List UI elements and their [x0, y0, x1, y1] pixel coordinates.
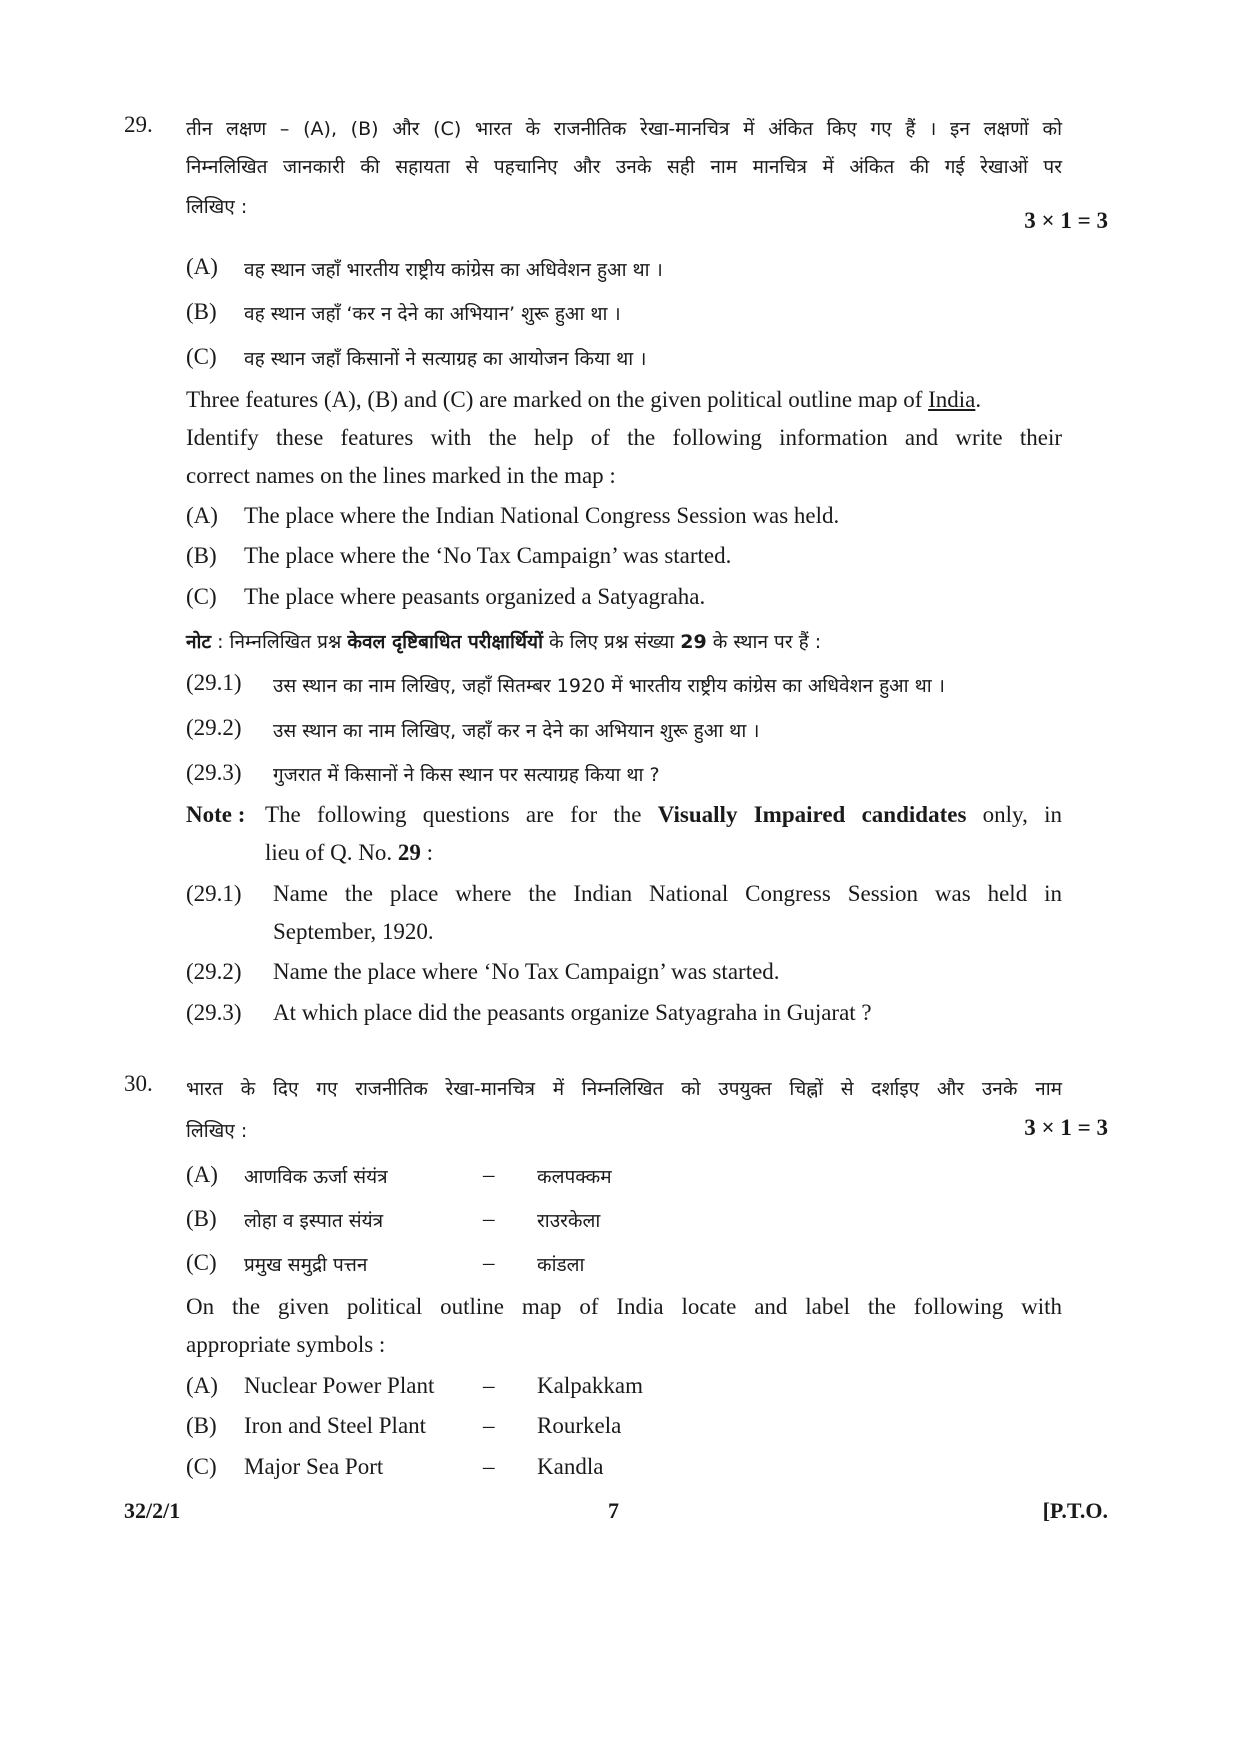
q29-english-item-a-label: (A)	[186, 503, 218, 528]
english-note-bold: Visually Impaired candidates	[657, 802, 967, 827]
q29-vi-hindi-3: गुजरात में किसानों ने किस स्थान पर सत्याग्रह किया था ?	[273, 764, 660, 786]
hindi-note-text-2: के लिए प्रश्न संख्या	[543, 631, 681, 653]
hindi-note-text-3: के स्थान पर हैं :	[706, 631, 822, 653]
q30-english-c-label: (C)	[186, 1454, 217, 1479]
q29-english-intro-line-3: correct names on the lines marked in the map :	[186, 463, 616, 488]
q29-hindi-intro-line-1: तीन लक्षण – (A), (B) और (C) भारत के राजनीतिक रेखा-मानचित्र में अंकित किए गए हैं । इन लक्षणों को	[186, 118, 1062, 140]
q30-english-c-place: Kandla	[537, 1454, 604, 1479]
q30-hindi-a-label: (A)	[186, 1162, 218, 1187]
q30-hindi-a-feature: आणविक ऊर्जा संयंत्र	[244, 1166, 388, 1188]
q29-english-intro-line-1	[186, 387, 981, 413]
hindi-note-qno: 29	[680, 631, 707, 653]
q30-hindi-c-feature: प्रमुख समुद्री पत्तन	[244, 1254, 368, 1276]
q30-english-intro-line-2: appropriate symbols :	[186, 1332, 386, 1357]
english-note-text-1: The following questions are for the	[265, 802, 658, 827]
q29-hindi-intro-line-3: लिखिए :	[186, 196, 248, 218]
q30-hindi-b-label: (B)	[186, 1206, 217, 1231]
q29-marks: 3 × 1 = 3	[1024, 208, 1108, 233]
q29-vi-english-2-label: (29.2)	[186, 959, 242, 984]
q30-english-b-feature: Iron and Steel Plant	[244, 1413, 427, 1438]
english-note-line-1	[265, 802, 1062, 828]
q29-english-item-b-label: (B)	[186, 543, 217, 568]
q29-hindi-item-b: वह स्थान जहाँ ‘कर न देने का अभियान’ शुरू हुआ था ।	[244, 303, 621, 325]
q29-hindi-item-b-label: (B)	[186, 299, 217, 324]
footer-page-number: 7	[608, 1498, 619, 1523]
q30-english-intro-line-1: On the given political outline map of India locate and label the following with	[186, 1294, 1062, 1319]
q29-english-intro-india: India	[928, 387, 976, 412]
q29-english-item-a: The place where the Indian National Congress Session was held.	[244, 503, 840, 528]
q29-english-intro-line-2: Identify these features with the help of the following information and write their	[186, 425, 1062, 450]
q29-vi-english-1-line-1: Name the place where the Indian National Congress Session was held in	[273, 881, 1062, 906]
footer-pto: [P.T.O.	[1042, 1498, 1108, 1523]
english-note-line-2-text: lieu of Q. No.	[265, 840, 398, 865]
q30-marks: 3 × 1 = 3	[1024, 1115, 1108, 1140]
q30-english-b-label: (B)	[186, 1413, 217, 1438]
q29-vi-hindi-1: उस स्थान का नाम लिखिए, जहाँ सितम्बर 1920 में भारतीय राष्ट्रीय कांग्रेस का अधिवेशन हुआ था ।	[273, 675, 945, 697]
q29-hindi-intro-line-2: निम्नलिखित जानकारी की सहायता से पहचानिए और उनके सही नाम मानचित्र में अंकित की गई रेखाओं पर	[186, 156, 1062, 178]
q30-hindi-a-place: कलपक्कम	[537, 1166, 612, 1188]
q29-vi-english-1-label: (29.1)	[186, 881, 242, 906]
q29-hindi-item-c-label: (C)	[186, 344, 217, 369]
english-note-line-2	[265, 840, 433, 866]
q30-hindi-b-dash: –	[483, 1206, 495, 1231]
q30-hindi-a-dash: –	[483, 1162, 495, 1187]
q30-hindi-c-place: कांडला	[537, 1254, 585, 1276]
q29-english-intro-pre: Three features (A), (B) and (C) are marked on the given political outline map of	[186, 387, 929, 412]
q29-hindi-note	[186, 628, 821, 654]
hindi-note-bold: केवल दृष्टिबाधित परीक्षार्थियों	[347, 631, 543, 653]
q29-vi-hindi-2-label: (29.2)	[186, 715, 242, 740]
q30-hindi-b-place: राउरकेला	[537, 1210, 601, 1232]
q30-hindi-intro-line-1: भारत के दिए गए राजनीतिक रेखा-मानचित्र में निम्नलिखित को उपयुक्त चिह्नों से दर्शाइए और उनके नाम	[186, 1078, 1062, 1100]
q30-hindi-c-dash: –	[483, 1250, 495, 1275]
q29-vi-english-1-line-2: September, 1920.	[273, 919, 434, 944]
hindi-note-prefix: नोट	[186, 631, 212, 653]
question-29-number: 29.	[124, 112, 153, 137]
question-30-number: 30.	[124, 1071, 153, 1096]
q30-english-a-label: (A)	[186, 1373, 218, 1398]
english-note-qno: 29	[397, 840, 421, 865]
q30-english-b-place: Rourkela	[537, 1413, 622, 1438]
q29-vi-english-2: Name the place where ‘No Tax Campaign’ was started.	[273, 959, 780, 984]
q30-english-c-feature: Major Sea Port	[244, 1454, 384, 1479]
q30-english-a-dash: –	[483, 1373, 495, 1398]
hindi-note-text-1: : निम्नलिखित प्रश्न	[211, 631, 348, 653]
english-note-line-2-end: :	[420, 840, 434, 865]
q29-vi-hindi-1-label: (29.1)	[186, 670, 242, 695]
q29-english-intro-post: .	[975, 387, 982, 412]
q30-hindi-b-feature: लोहा व इस्पात संयंत्र	[244, 1210, 384, 1232]
footer-paper-code: 32/2/1	[124, 1498, 181, 1523]
q29-vi-hindi-3-label: (29.3)	[186, 760, 242, 785]
q29-english-item-c-label: (C)	[186, 584, 217, 609]
english-note-text-2: only, in	[966, 802, 1062, 827]
q30-english-b-dash: –	[483, 1413, 495, 1438]
q29-vi-english-3: At which place did the peasants organize Satyagraha in Gujarat ?	[273, 1000, 872, 1025]
q29-vi-english-3-label: (29.3)	[186, 1000, 242, 1025]
q30-hindi-c-label: (C)	[186, 1250, 217, 1275]
q29-hindi-item-c: वह स्थान जहाँ किसानों ने सत्याग्रह का आयोजन किया था ।	[244, 348, 647, 370]
q30-english-c-dash: –	[483, 1454, 495, 1479]
q30-english-a-feature: Nuclear Power Plant	[244, 1373, 435, 1398]
q30-english-a-place: Kalpakkam	[537, 1373, 644, 1398]
q29-hindi-item-a: वह स्थान जहाँ भारतीय राष्ट्रीय कांग्रेस का अधिवेशन हुआ था ।	[244, 259, 663, 281]
q29-vi-hindi-2: उस स्थान का नाम लिखिए, जहाँ कर न देने का अभियान शुरू हुआ था ।	[273, 720, 760, 742]
q29-hindi-item-a-label: (A)	[186, 254, 218, 279]
q29-english-item-c: The place where peasants organized a Satyagraha.	[244, 584, 706, 609]
q30-hindi-intro-line-2: लिखिए :	[186, 1120, 248, 1142]
q29-english-item-b: The place where the ‘No Tax Campaign’ was started.	[244, 543, 732, 568]
english-note-prefix: Note :	[186, 802, 246, 827]
